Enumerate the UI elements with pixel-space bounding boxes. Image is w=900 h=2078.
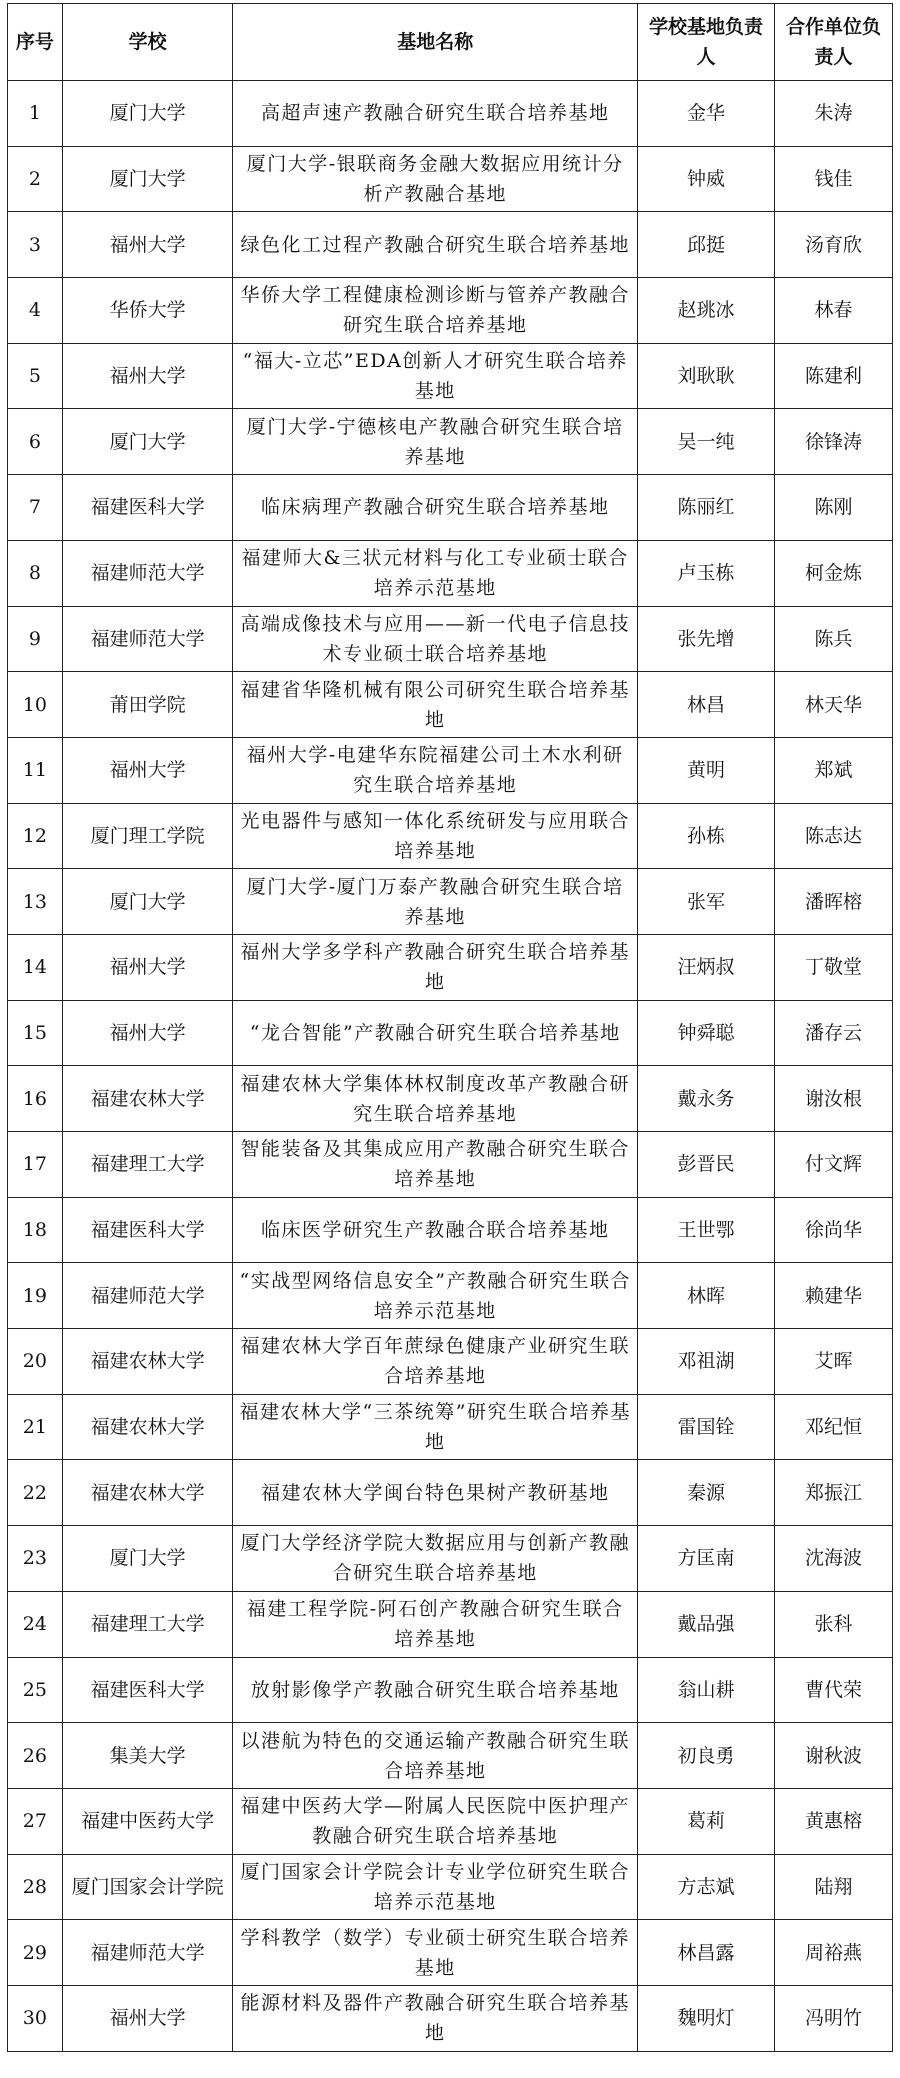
row-number: 6	[8, 409, 63, 475]
table-row	[8, 81, 893, 147]
row-number: 29	[8, 1920, 63, 1986]
partner-lead: 徐锋涛	[774, 409, 892, 475]
school-name: 厦门大学	[62, 1526, 233, 1592]
row-number: 5	[8, 343, 63, 409]
header-partner-lead: 合作单位负责人	[774, 4, 892, 81]
table-row	[8, 1723, 893, 1789]
school-lead: 方志斌	[638, 1854, 775, 1920]
school-lead: 邓祖湖	[638, 1329, 775, 1395]
school-name: 福建医科大学	[62, 475, 233, 541]
table-row	[8, 1460, 893, 1526]
row-number: 11	[8, 737, 63, 803]
school-name: 福州大学	[62, 1985, 233, 2051]
table-row	[8, 146, 893, 212]
school-lead: 邱挺	[638, 212, 775, 278]
table-row	[8, 1657, 893, 1723]
partner-lead: 林春	[774, 278, 892, 344]
base-name: 福建农林大学集体林权制度改革产教融合研究生联合培养基地	[233, 1066, 638, 1132]
header-school: 学校	[62, 4, 233, 81]
school-lead: 陈丽红	[638, 475, 775, 541]
base-name: 福建农林大学“三茶统筹”研究生联合培养基地	[233, 1394, 638, 1460]
partner-lead: 沈海波	[774, 1526, 892, 1592]
school-name: 福建农林大学	[62, 1066, 233, 1132]
row-number: 20	[8, 1329, 63, 1395]
table-row	[8, 1000, 893, 1066]
base-name: 福建农林大学百年蔗绿色健康产业研究生联合培养基地	[233, 1329, 638, 1395]
base-name: 厦门大学-银联商务金融大数据应用统计分析产教融合基地	[233, 146, 638, 212]
row-number: 13	[8, 869, 63, 935]
school-name: 华侨大学	[62, 278, 233, 344]
row-number: 30	[8, 1985, 63, 2051]
row-number: 4	[8, 278, 63, 344]
school-lead: 雷国铨	[638, 1394, 775, 1460]
table-row	[8, 869, 893, 935]
table-row	[8, 1066, 893, 1132]
base-name: 绿色化工过程产教融合研究生联合培养基地	[233, 212, 638, 278]
header-base-name: 基地名称	[233, 4, 638, 81]
base-name: 厦门大学-宁德核电产教融合研究生联合培养基地	[233, 409, 638, 475]
school-name: 莆田学院	[62, 672, 233, 738]
school-lead: 吴一纯	[638, 409, 775, 475]
partner-lead: 汤育欣	[774, 212, 892, 278]
base-name: “实战型网络信息安全”产教融合研究生联合培养示范基地	[233, 1263, 638, 1329]
table-row	[8, 278, 893, 344]
table-row	[8, 1197, 893, 1263]
table-row	[8, 737, 893, 803]
table-row	[8, 1132, 893, 1198]
school-lead: 张先增	[638, 606, 775, 672]
school-lead: 赵珧冰	[638, 278, 775, 344]
base-name: 智能装备及其集成应用产教融合研究生联合培养基地	[233, 1132, 638, 1198]
base-name: 学科教学（数学）专业硕士研究生联合培养基地	[233, 1920, 638, 1986]
row-number: 21	[8, 1394, 63, 1460]
base-name: 福建师大&三状元材料与化工专业硕士联合培养示范基地	[233, 540, 638, 606]
school-name: 福建师范大学	[62, 606, 233, 672]
base-name: 放射影像学产教融合研究生联合培养基地	[233, 1657, 638, 1723]
school-name: 福建农林大学	[62, 1460, 233, 1526]
school-lead: 钟威	[638, 146, 775, 212]
base-name: 以港航为特色的交通运输产教融合研究生联合培养基地	[233, 1723, 638, 1789]
base-name: 厦门国家会计学院会计专业学位研究生联合培养示范基地	[233, 1854, 638, 1920]
partner-lead: 邓纪恒	[774, 1394, 892, 1460]
partner-lead: 艾晖	[774, 1329, 892, 1395]
school-lead: 黄明	[638, 737, 775, 803]
school-lead: 彭晋民	[638, 1132, 775, 1198]
school-lead: 刘耿耿	[638, 343, 775, 409]
row-number: 25	[8, 1657, 63, 1723]
school-lead: 林昌	[638, 672, 775, 738]
base-name: 福建工程学院-阿石创产教融合研究生联合培养基地	[233, 1591, 638, 1657]
row-number: 27	[8, 1788, 63, 1854]
school-lead: 林晖	[638, 1263, 775, 1329]
row-number: 18	[8, 1197, 63, 1263]
row-number: 7	[8, 475, 63, 541]
base-name: “龙合智能”产教融合研究生联合培养基地	[233, 1000, 638, 1066]
school-name: 福建师范大学	[62, 540, 233, 606]
partner-lead: 冯明竹	[774, 1985, 892, 2051]
header-school-lead: 学校基地负责人	[638, 4, 775, 81]
table-row	[8, 1526, 893, 1592]
row-number: 8	[8, 540, 63, 606]
partner-lead: 徐尚华	[774, 1197, 892, 1263]
base-name: 福建中医药大学—附属人民医院中医护理产教融合研究生联合培养基地	[233, 1788, 638, 1854]
header-no: 序号	[8, 4, 63, 81]
school-lead: 钟舜聪	[638, 1000, 775, 1066]
row-number: 17	[8, 1132, 63, 1198]
base-name: 厦门大学经济学院大数据应用与创新产教融合研究生联合培养基地	[233, 1526, 638, 1592]
school-lead: 方匡南	[638, 1526, 775, 1592]
school-lead: 林昌露	[638, 1920, 775, 1986]
school-lead: 卢玉栋	[638, 540, 775, 606]
row-number: 14	[8, 934, 63, 1000]
base-name: 福建省华隆机械有限公司研究生联合培养基地	[233, 672, 638, 738]
school-name: 厦门大学	[62, 81, 233, 147]
row-number: 12	[8, 803, 63, 869]
partner-lead: 陈兵	[774, 606, 892, 672]
base-name: 福州大学-电建华东院福建公司土木水利研究生联合培养基地	[233, 737, 638, 803]
table-row	[8, 1263, 893, 1329]
table-header-row	[8, 4, 893, 81]
row-number: 22	[8, 1460, 63, 1526]
school-name: 福州大学	[62, 934, 233, 1000]
table-row	[8, 606, 893, 672]
school-name: 厦门大学	[62, 409, 233, 475]
school-name: 福建中医药大学	[62, 1788, 233, 1854]
row-number: 16	[8, 1066, 63, 1132]
row-number: 15	[8, 1000, 63, 1066]
school-name: 福州大学	[62, 343, 233, 409]
school-lead: 张军	[638, 869, 775, 935]
partner-lead: 柯金炼	[774, 540, 892, 606]
table-row	[8, 475, 893, 541]
row-number: 10	[8, 672, 63, 738]
base-name: 厦门大学-厦门万泰产教融合研究生联合培养基地	[233, 869, 638, 935]
school-lead: 汪炳叔	[638, 934, 775, 1000]
base-name: 福州大学多学科产教融合研究生联合培养基地	[233, 934, 638, 1000]
table-row	[8, 1329, 893, 1395]
school-name: 厦门理工学院	[62, 803, 233, 869]
school-name: 厦门国家会计学院	[62, 1854, 233, 1920]
school-name: 福州大学	[62, 737, 233, 803]
table-row	[8, 1985, 893, 2051]
school-name: 福建医科大学	[62, 1197, 233, 1263]
school-name: 厦门大学	[62, 869, 233, 935]
row-number: 3	[8, 212, 63, 278]
partner-lead: 陈建利	[774, 343, 892, 409]
school-lead: 秦源	[638, 1460, 775, 1526]
row-number: 23	[8, 1526, 63, 1592]
school-lead: 翁山耕	[638, 1657, 775, 1723]
table-row	[8, 1591, 893, 1657]
partner-lead: 钱佳	[774, 146, 892, 212]
table-row	[8, 409, 893, 475]
row-number: 24	[8, 1591, 63, 1657]
school-name: 福建理工大学	[62, 1132, 233, 1198]
table-row	[8, 672, 893, 738]
base-name: 临床病理产教融合研究生联合培养基地	[233, 475, 638, 541]
partner-lead: 付文辉	[774, 1132, 892, 1198]
partner-lead: 谢汝根	[774, 1066, 892, 1132]
school-lead: 魏明灯	[638, 1985, 775, 2051]
training-base-table	[7, 3, 893, 2052]
table-row	[8, 1854, 893, 1920]
table-row	[8, 1788, 893, 1854]
school-name: 福建农林大学	[62, 1329, 233, 1395]
school-name: 厦门大学	[62, 146, 233, 212]
school-name: 福建师范大学	[62, 1920, 233, 1986]
row-number: 28	[8, 1854, 63, 1920]
base-name: 华侨大学工程健康检测诊断与管养产教融合研究生联合培养基地	[233, 278, 638, 344]
partner-lead: 潘晖榕	[774, 869, 892, 935]
school-lead: 王世鄂	[638, 1197, 775, 1263]
school-lead: 葛莉	[638, 1788, 775, 1854]
table-row	[8, 540, 893, 606]
base-name: 高端成像技术与应用——新一代电子信息技术专业硕士联合培养基地	[233, 606, 638, 672]
table-body	[8, 81, 893, 2052]
row-number: 9	[8, 606, 63, 672]
partner-lead: 潘存云	[774, 1000, 892, 1066]
partner-lead: 林天华	[774, 672, 892, 738]
partner-lead: 陈刚	[774, 475, 892, 541]
base-name: 临床医学研究生产教融合联合培养基地	[233, 1197, 638, 1263]
partner-lead: 赖建华	[774, 1263, 892, 1329]
table-row	[8, 1394, 893, 1460]
partner-lead: 谢秋波	[774, 1723, 892, 1789]
school-name: 福建理工大学	[62, 1591, 233, 1657]
school-name: 福州大学	[62, 212, 233, 278]
row-number: 1	[8, 81, 63, 147]
school-lead: 初良勇	[638, 1723, 775, 1789]
partner-lead: 曹代荣	[774, 1657, 892, 1723]
base-name: 能源材料及器件产教融合研究生联合培养基地	[233, 1985, 638, 2051]
partner-lead: 周裕燕	[774, 1920, 892, 1986]
row-number: 26	[8, 1723, 63, 1789]
base-name: “福大-立芯”EDA创新人才研究生联合培养基地	[233, 343, 638, 409]
partner-lead: 陆翔	[774, 1854, 892, 1920]
partner-lead: 郑斌	[774, 737, 892, 803]
table-row	[8, 1920, 893, 1986]
school-lead: 戴品强	[638, 1591, 775, 1657]
partner-lead: 张科	[774, 1591, 892, 1657]
school-name: 福建医科大学	[62, 1657, 233, 1723]
school-lead: 孙栋	[638, 803, 775, 869]
school-lead: 戴永务	[638, 1066, 775, 1132]
school-name: 福建农林大学	[62, 1394, 233, 1460]
school-name: 福州大学	[62, 1000, 233, 1066]
table-row	[8, 803, 893, 869]
row-number: 2	[8, 146, 63, 212]
partner-lead: 陈志达	[774, 803, 892, 869]
partner-lead: 朱涛	[774, 81, 892, 147]
row-number: 19	[8, 1263, 63, 1329]
base-name: 福建农林大学闽台特色果树产教研基地	[233, 1460, 638, 1526]
school-lead: 金华	[638, 81, 775, 147]
table-row	[8, 934, 893, 1000]
partner-lead: 黄惠榕	[774, 1788, 892, 1854]
base-name: 光电器件与感知一体化系统研发与应用联合培养基地	[233, 803, 638, 869]
partner-lead: 丁敬堂	[774, 934, 892, 1000]
school-name: 集美大学	[62, 1723, 233, 1789]
partner-lead: 郑振江	[774, 1460, 892, 1526]
school-name: 福建师范大学	[62, 1263, 233, 1329]
base-name: 高超声速产教融合研究生联合培养基地	[233, 81, 638, 147]
table-row	[8, 212, 893, 278]
table-row	[8, 343, 893, 409]
